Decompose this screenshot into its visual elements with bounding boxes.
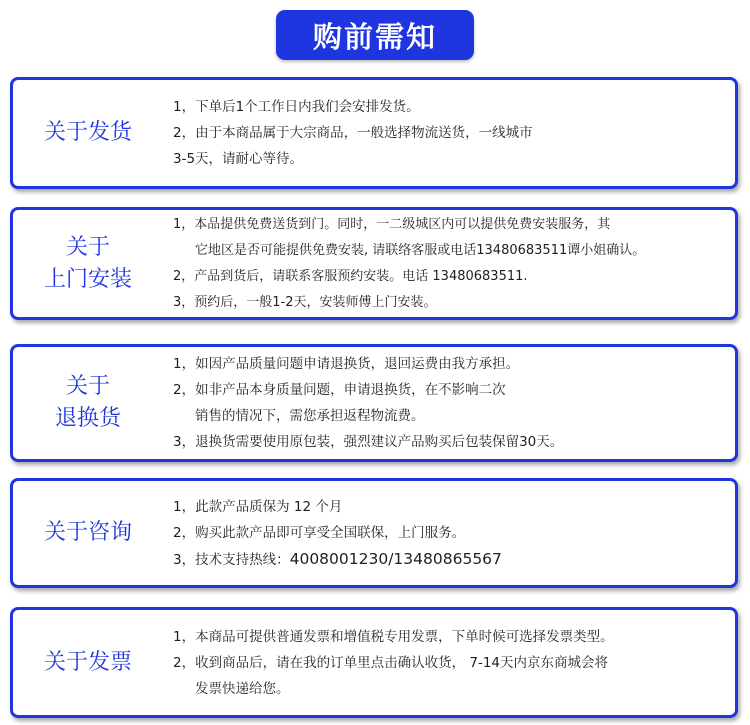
info-line: 2，由于本商品属于大宗商品，一般选择物流送货，一线城市 [173,125,533,141]
section-body [173,210,729,317]
info-line: 发票快递给您。 [195,680,290,697]
hotline-label: 3，技术支持热线： [173,551,290,568]
info-line: 1，如因产品质量问题申请退换货，退回运费由我方承担。 [173,356,520,372]
hotline-number: 4008001230/13480865567 [289,549,502,568]
section-heading-line: 关于 [65,374,110,399]
info-line: 它地区是否可能提供免费安装, 请联络客服或电话13480683511谭小姐确认。 [195,242,646,258]
section-heading-line: 退换货 [54,406,121,431]
section-heading-line: 关于发票 [43,649,132,675]
section-body [173,347,729,459]
info-line: 3-5天，请耐心等待。 [173,151,304,167]
section-heading-line: 关于 [65,234,110,260]
section-invoice [10,607,738,718]
section-body [173,481,729,585]
section-heading [13,347,163,459]
info-line: 2，产品到货后，请联系客服预约安装。电话 13480683511. [173,268,528,284]
section-heading-line: 关于咨询 [43,520,132,545]
info-line: 3，退换货需要使用原包装，强烈建议产品购买后包装保留30天。 [173,434,564,450]
section-consultation [10,478,738,588]
section-shipping [10,77,738,189]
info-line: 1，本商品可提供普通发票和增值税专用发票，下单时候可选择发票类型。 [173,628,614,645]
section-body [173,610,729,715]
page-title: 购前需知 [276,10,474,60]
info-line: 2，购买此款产品即可享受全国联保，上门服务。 [173,524,466,541]
info-line: 1，此款产品质保为 12 个月 [173,498,343,515]
section-body [173,80,729,186]
section-heading [13,210,163,317]
section-heading-line: 关于发货 [43,120,132,145]
section-heading [13,610,163,715]
section-heading [13,481,163,585]
section-installation [10,207,738,320]
section-returns [10,344,738,462]
info-line: 3，预约后，一般1-2天，安装师傅上门安装。 [173,294,437,310]
info-line [173,546,729,573]
info-line: 销售的情况下，需您承担返程物流费。 [195,408,425,424]
section-heading-line: 上门安装 [43,266,132,292]
info-line: 1，本品提供免费送货到门。同时，一二级城区内可以提供免费安装服务，其 [173,216,611,232]
info-line: 2，收到商品后，请在我的订单里点击确认收货， 7-14天内京东商城会将 [173,654,609,671]
info-line: 1，下单后1个工作日内我们会安排发货。 [173,99,420,115]
section-heading [13,80,163,186]
info-line: 2，如非产品本身质量问题，申请退换货，在不影响二次 [173,382,506,398]
